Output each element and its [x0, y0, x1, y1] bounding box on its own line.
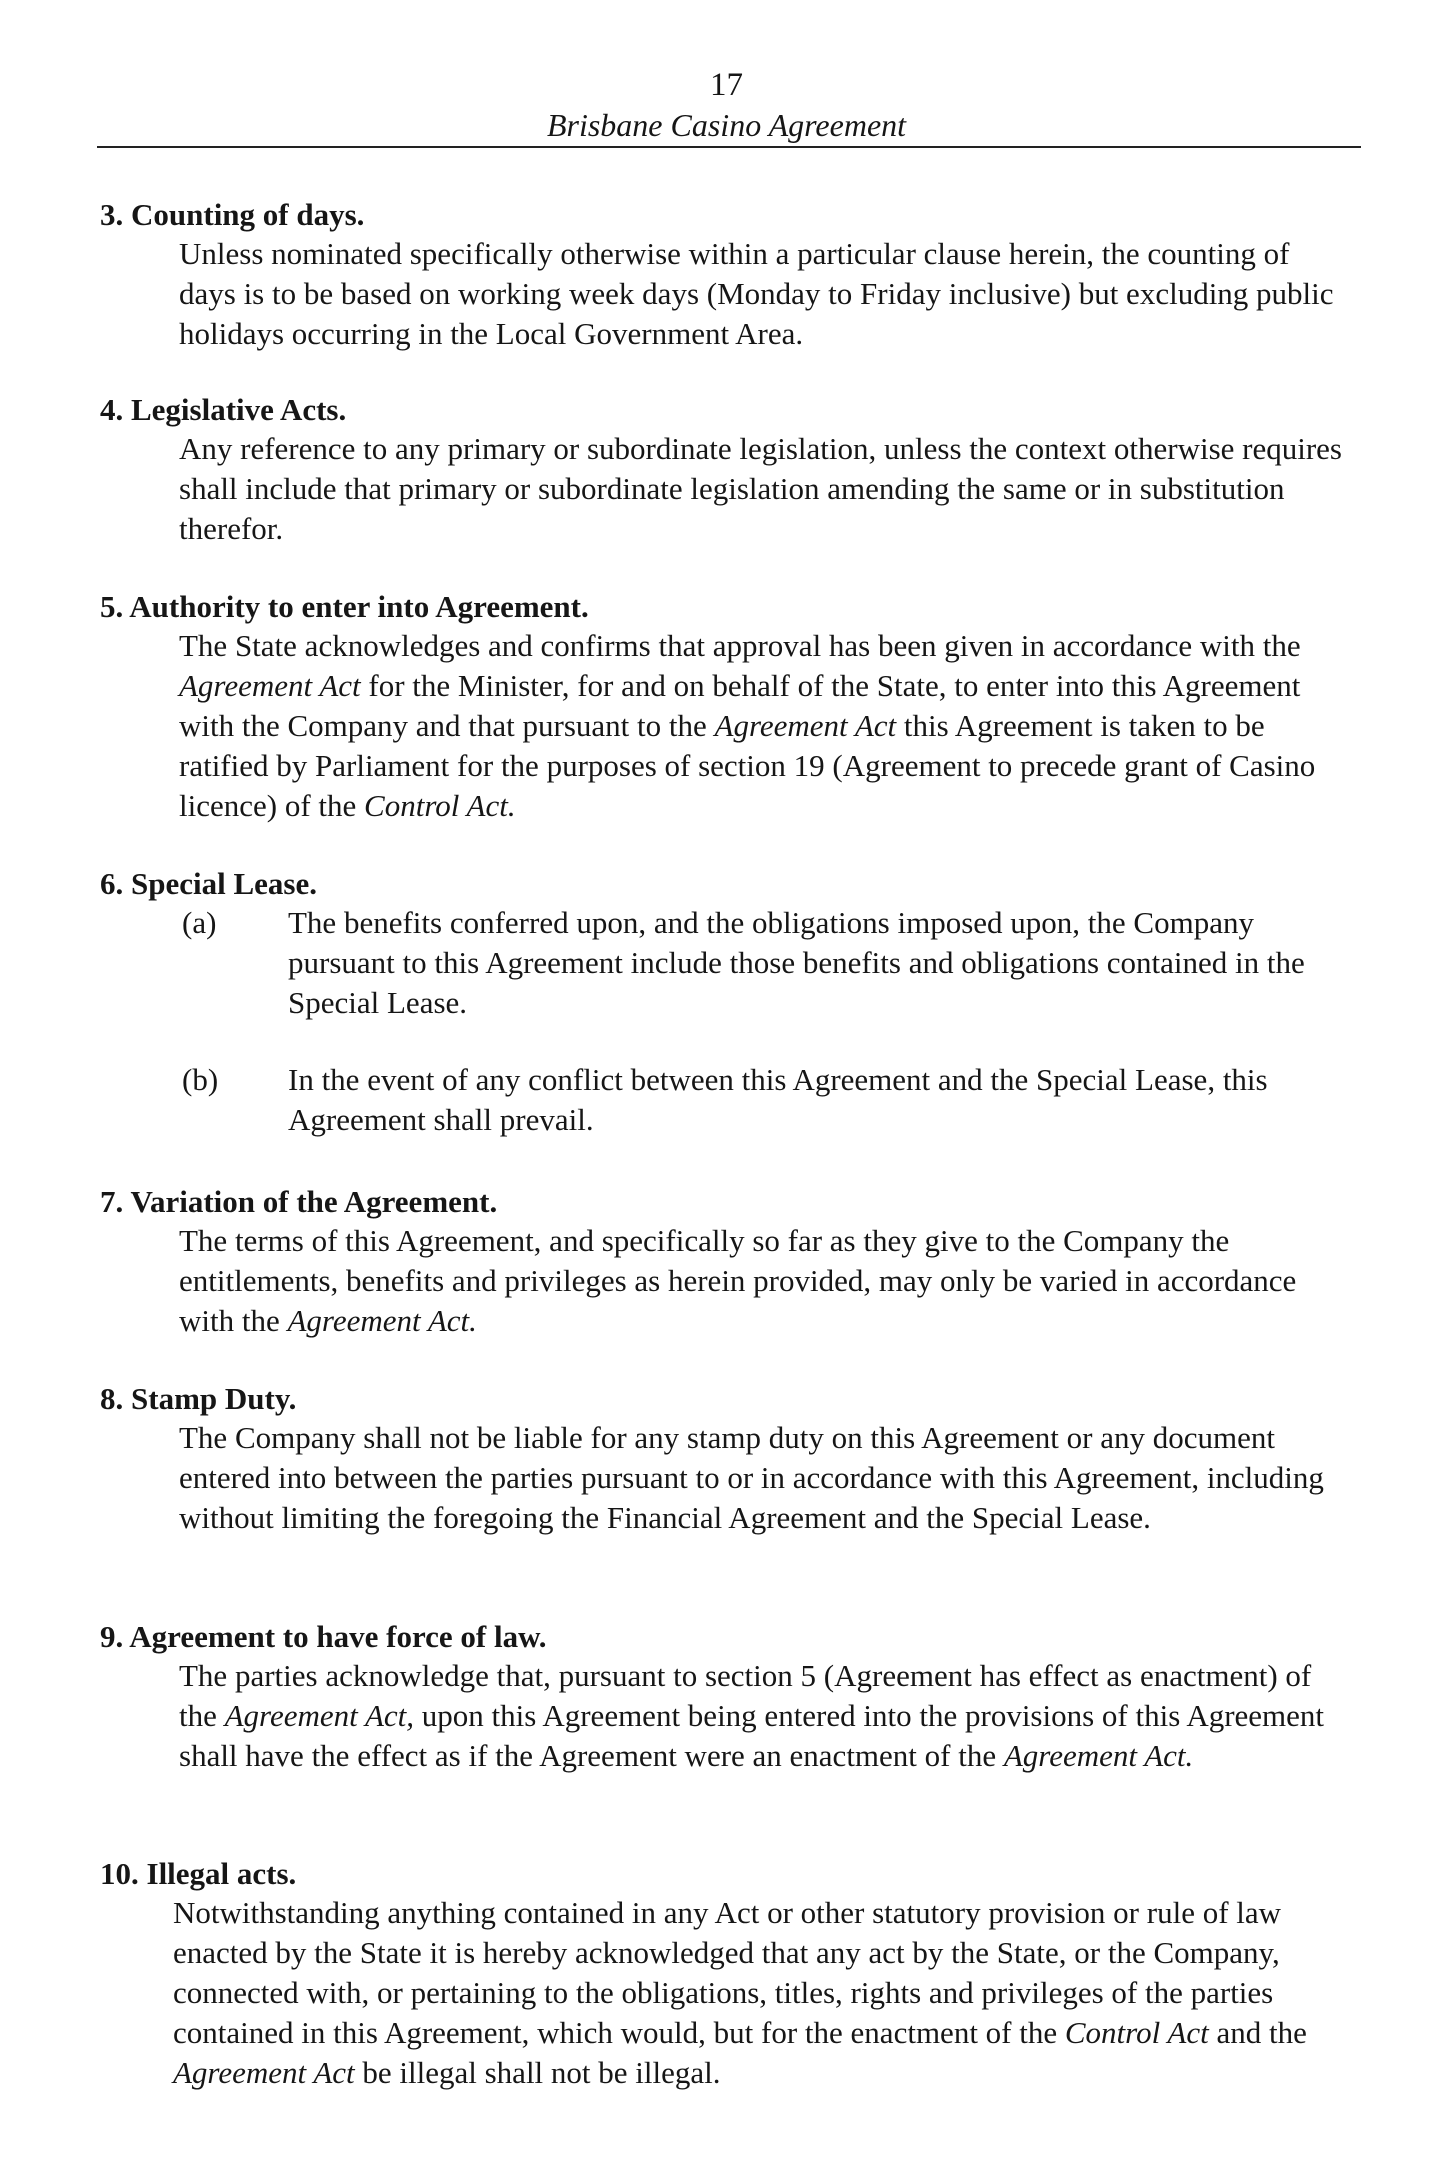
clause-body: [179, 429, 1354, 549]
clause-text: The Company shall not be liable for any stamp duty on this Agreement or any document entered into between the parties pursuant to or in accordance with this Agreement, including without limiting the foregoing the Financial Agreement and the Special Lease.: [179, 1420, 1324, 1535]
act-reference: Agreement Act: [173, 2055, 355, 2090]
clause-text: upon this Agreement being entered into the provisions of this Agreement shall have the effect as if the Agreement were an enactment of the: [179, 1698, 1325, 1773]
clause-heading: 6. Special Lease.: [100, 866, 317, 901]
clause-text: and the: [1208, 2015, 1307, 2050]
act-reference: Agreement Act: [714, 708, 897, 743]
clause-text: Any reference to any primary or subordinate legislation, unless the context otherwise requires shall include that primary or subordinate legislation amending the same or in substitution therefor.: [179, 431, 1342, 546]
page-number: 17: [710, 67, 743, 103]
clause-text: this Agreement is taken to be ratified by Parliament for the purposes of section 19 (Agreement to precede grant of Casino licence) of the: [179, 708, 1316, 823]
sub-clause-text: The benefits conferred upon, and the obligations imposed upon, the Company pursuant to this Agreement include those benefits and obligations contained in the Special Lease.: [288, 905, 1305, 1020]
clause-9: [100, 1618, 1370, 1776]
act-reference: Control Act.: [364, 788, 516, 823]
clause-body: [179, 1221, 1354, 1341]
act-reference: Agreement Act,: [224, 1698, 415, 1733]
clause-heading: 5. Authority to enter into Agreement.: [100, 589, 589, 624]
clause-text: Notwithstanding anything contained in any Act or other statutory provision or rule of law enacted by the State it is hereby acknowledged that any act by the State, or the Company, connected with, or pertaining to the obligations, titles, rights and privileges of the parties contained in this Agreement, which would, but for the enactment of the: [173, 1895, 1282, 2050]
clause-text: The State acknowledges and confirms that approval has been given in accordance with the: [179, 628, 1301, 663]
clause-10: [100, 1855, 1370, 2093]
sub-clause-label: (b): [182, 1062, 219, 1097]
clause-heading: 10. Illegal acts.: [100, 1856, 297, 1891]
clause-8: [100, 1380, 1370, 1538]
clause-text: be illegal shall not be illegal.: [354, 2055, 721, 2090]
clause-heading: 9. Agreement to have force of law.: [100, 1619, 547, 1654]
clause-text: The parties acknowledge that, pursuant to section 5 (Agreement has effect as enactment) of the: [179, 1658, 1312, 1733]
clause-4: [100, 391, 1370, 549]
clause-text: for the Minister, for and on behalf of the State, to enter into this Agreement with the Company and that pursuant to the: [179, 668, 1301, 743]
act-reference: Agreement Act: [179, 668, 361, 703]
header-divider: [97, 146, 1361, 148]
running-title: Brisbane Casino Agreement: [546, 107, 907, 143]
clause-heading: 8. Stamp Duty.: [100, 1381, 297, 1416]
clause-body: [179, 1418, 1354, 1538]
clause-body: [179, 234, 1354, 354]
clause-heading: 3. Counting of days.: [100, 197, 365, 232]
clause-heading: 4. Legislative Acts.: [100, 392, 347, 427]
clause-body: [179, 626, 1354, 826]
act-reference: Agreement Act.: [287, 1303, 477, 1338]
clause-body: [179, 1656, 1354, 1776]
clause-6: [100, 865, 1370, 1140]
clause-text: The terms of this Agreement, and specifically so far as they give to the Company the entitlements, benefits and privileges as herein provided, may only be varied in accordance with the: [179, 1223, 1297, 1338]
clause-5: [100, 588, 1370, 826]
clause-text: Unless nominated specifically otherwise within a particular clause herein, the counting of days is to be based on working week days (Monday to Friday inclusive) but excluding public holidays occurring in the Local Government Area.: [179, 236, 1334, 351]
clause-3: [100, 196, 1370, 354]
act-reference: Control Act: [1064, 2015, 1209, 2050]
sub-clause-text: In the event of any conflict between this Agreement and the Special Lease, this Agreement shall prevail.: [288, 1062, 1268, 1137]
clause-7: [100, 1183, 1370, 1341]
sub-clause-label: (a): [182, 905, 217, 940]
act-reference: Agreement Act.: [1003, 1738, 1194, 1773]
clause-body: [173, 1893, 1348, 2093]
sub-clause-b: [100, 1060, 1370, 1140]
sub-clause-a: [100, 903, 1370, 1023]
clause-heading: 7. Variation of the Agreement.: [100, 1184, 498, 1219]
